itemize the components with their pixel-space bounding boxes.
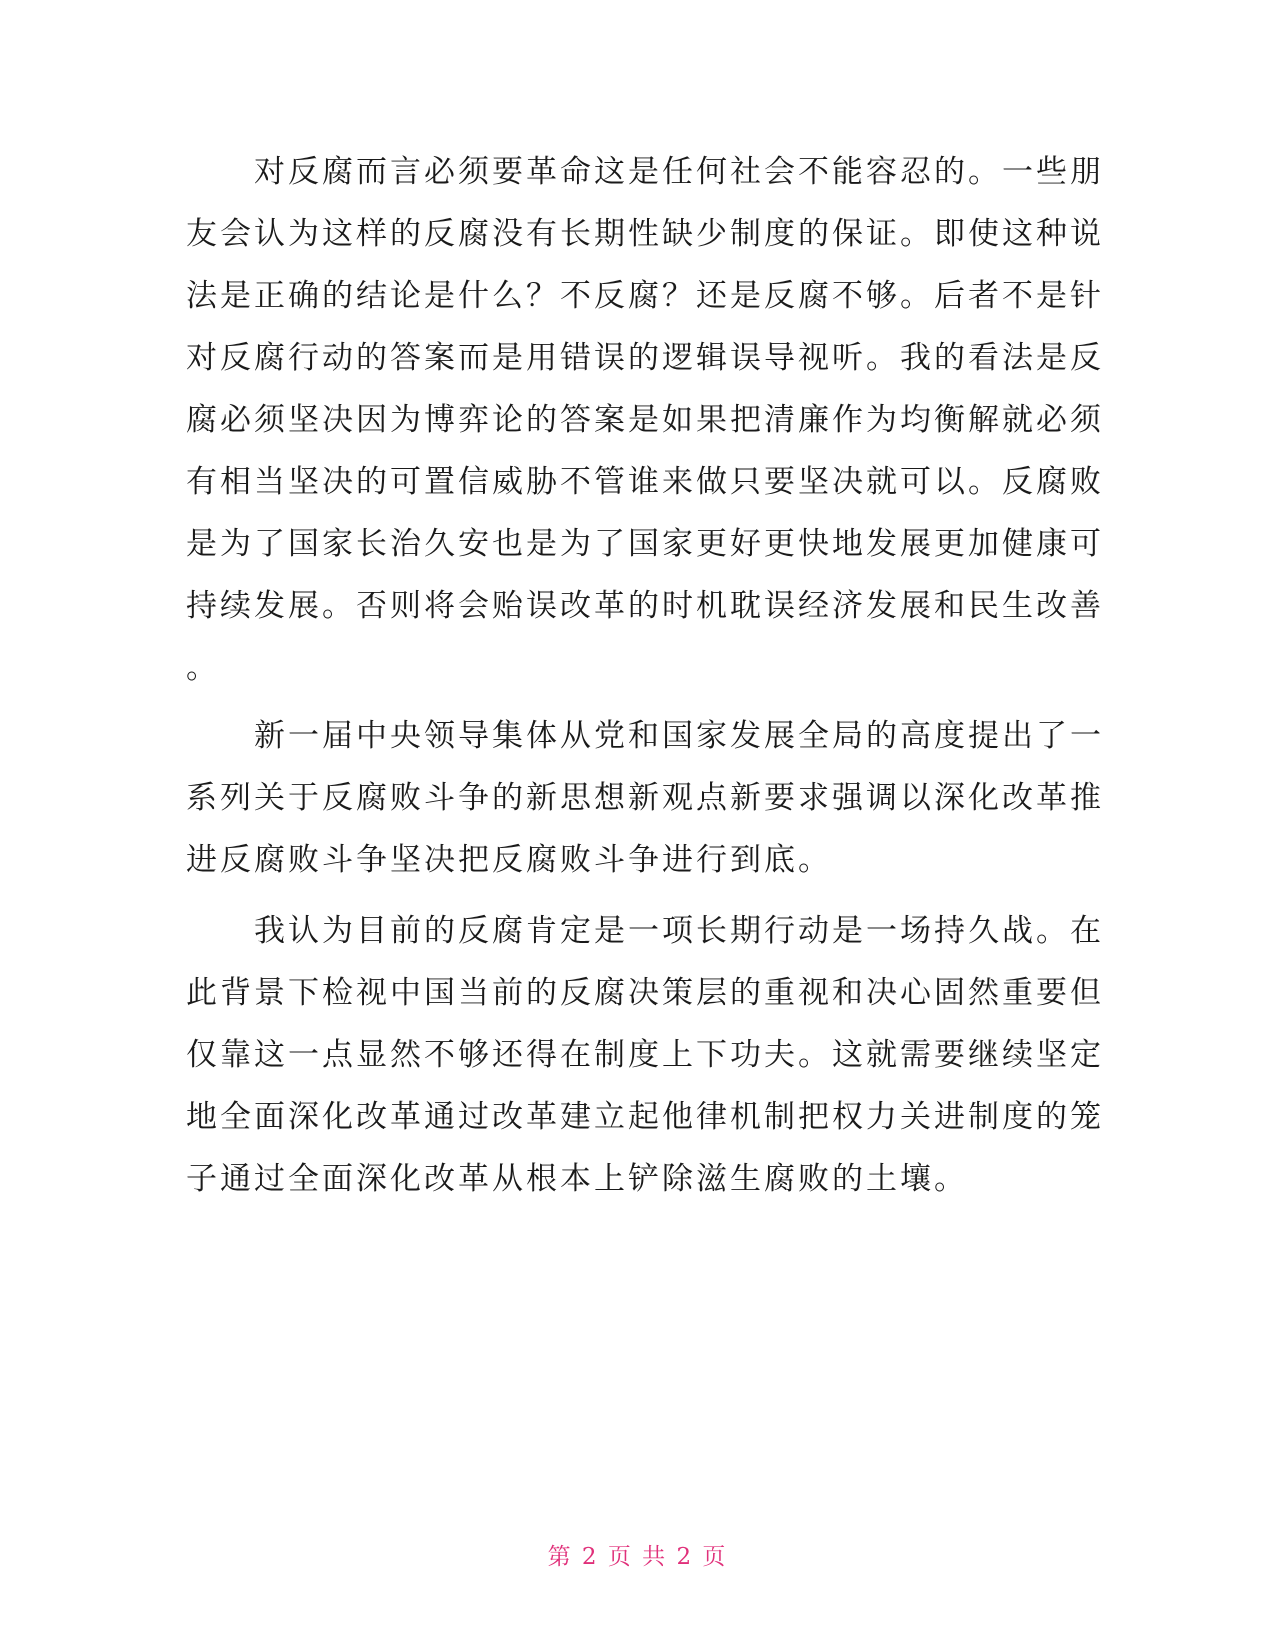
paragraph-line: 地全面深化改革通过改革建立起他律机制把权力关进制度的笼	[186, 1099, 1104, 1135]
paragraph-line: 进反腐败斗争坚决把反腐败斗争进行到底。	[186, 842, 832, 878]
paragraph-line: 我认为目前的反腐肯定是一项长期行动是一场持久战。在	[186, 913, 1104, 949]
paragraph-line: 腐必须坚决因为博弈论的答案是如果把清廉作为均衡解就必须	[186, 402, 1104, 438]
paragraph-line: 持续发展。否则将会贻误改革的时机耽误经济发展和民生改善	[186, 588, 1104, 624]
paragraph-line: 有相当坚决的可置信威胁不管谁来做只要坚决就可以。反腐败	[186, 464, 1104, 500]
paragraph-line: 对反腐行动的答案而是用错误的逻辑误导视听。我的看法是反	[186, 340, 1104, 376]
page-footer: 第 2 页 共 2 页	[547, 1544, 728, 1570]
paragraph-2	[186, 705, 1104, 891]
paragraph-1	[186, 141, 1104, 699]
paragraph-line: 是为了国家长治久安也是为了国家更好更快地发展更加健康可	[186, 526, 1104, 562]
paragraph-line: 友会认为这样的反腐没有长期性缺少制度的保证。即使这种说	[186, 216, 1104, 252]
paragraph-line: 此背景下检视中国当前的反腐决策层的重视和决心固然重要但	[186, 975, 1104, 1011]
paragraph-line: 子通过全面深化改革从根本上铲除滋生腐败的土壤。	[186, 1161, 968, 1197]
paragraph-line: 系列关于反腐败斗争的新思想新观点新要求强调以深化改革推	[186, 780, 1104, 816]
paragraph-line: 。	[186, 650, 220, 686]
paragraph-3	[186, 900, 1104, 1210]
paragraph-line: 对反腐而言必须要革命这是任何社会不能容忍的。一些朋	[186, 154, 1104, 190]
paragraph-line: 仅靠这一点显然不够还得在制度上下功夫。这就需要继续坚定	[186, 1037, 1104, 1073]
paragraph-line: 法是正确的结论是什么？不反腐？还是反腐不够。后者不是针	[186, 278, 1104, 314]
paragraph-line: 新一届中央领导集体从党和国家发展全局的高度提出了一	[186, 718, 1104, 754]
